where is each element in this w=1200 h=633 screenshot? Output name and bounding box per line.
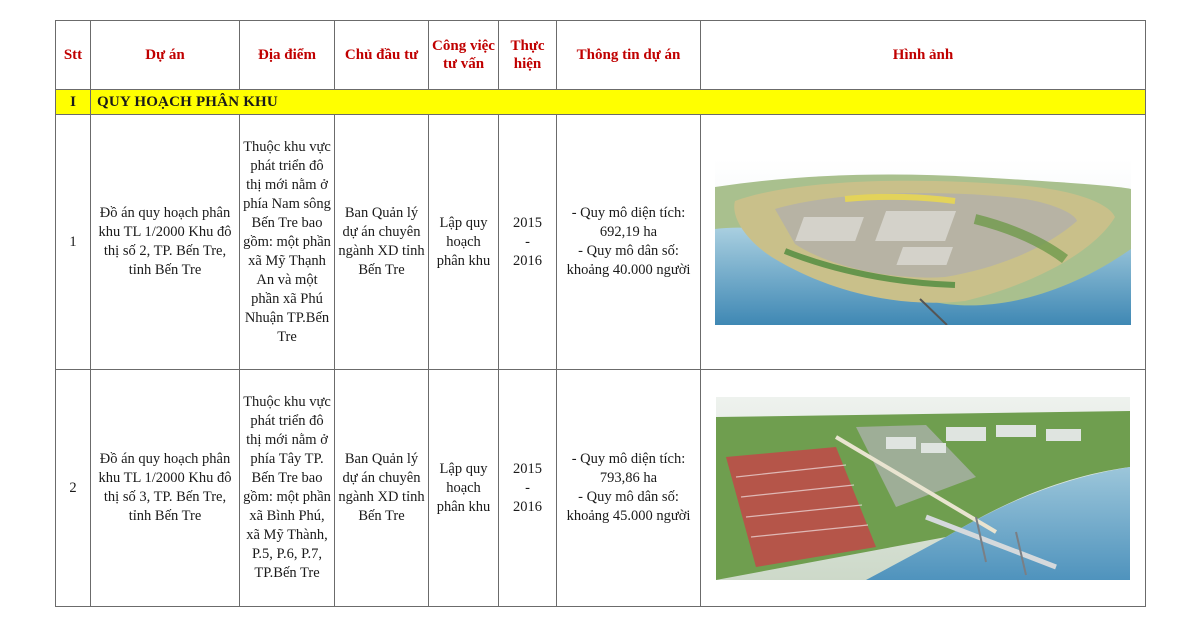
header-stt: Stt xyxy=(56,21,91,90)
year-start: 2015 xyxy=(513,460,542,477)
year-sep: - xyxy=(525,233,530,250)
header-thong-tin: Thông tin dự án xyxy=(557,21,701,90)
header-dia-diem: Địa điểm xyxy=(240,21,335,90)
cell-thuc-hien xyxy=(499,370,557,607)
cell-stt: 1 xyxy=(56,115,91,370)
cell-cong-viec: Lập quy hoạch phân khu xyxy=(429,370,499,607)
table-row xyxy=(56,115,1146,370)
table-row xyxy=(56,370,1146,607)
section-title: QUY HOẠCH PHÂN KHU xyxy=(91,90,1146,115)
year-sep: - xyxy=(525,479,530,496)
info-area: - Quy mô diện tích: 793,86 ha xyxy=(571,451,686,486)
cell-du-an: Đồ án quy hoạch phân khu TL 1/2000 Khu đô thị số 3, TP. Bến Tre, tỉnh Bến Tre xyxy=(91,370,240,607)
cell-cong-viec: Lập quy hoạch phân khu xyxy=(429,115,499,370)
header-du-an: Dự án xyxy=(91,21,240,90)
cell-chu-dau-tu: Ban Quản lý dự án chuyên ngành XD tỉnh Bến Tre xyxy=(335,370,429,607)
aerial-masterplan-render-1 xyxy=(715,159,1131,325)
info-population: - Quy mô dân số: khoảng 40.000 người xyxy=(566,243,691,278)
cell-hinh-anh xyxy=(701,370,1146,607)
header-hinh-anh: Hình ảnh xyxy=(701,21,1146,90)
cell-thong-tin xyxy=(557,115,701,370)
header-row xyxy=(56,21,1146,90)
year-end: 2016 xyxy=(513,252,542,269)
cell-dia-diem: Thuộc khu vực phát triển đô thị mới nằm ở phía Tây TP. Bến Tre bao gồm: một phần xã Bình Phú, xã Mỹ Thành, P.5, P.6, P.7, TP.Bến Tre xyxy=(240,370,335,607)
cell-thong-tin xyxy=(557,370,701,607)
cell-thuc-hien xyxy=(499,115,557,370)
cell-chu-dau-tu: Ban Quản lý dự án chuyên ngành XD tỉnh Bến Tre xyxy=(335,115,429,370)
year-end: 2016 xyxy=(513,498,542,515)
cell-hinh-anh xyxy=(701,115,1146,370)
section-row xyxy=(56,90,1146,115)
cell-du-an: Đồ án quy hoạch phân khu TL 1/2000 Khu đô thị số 2, TP. Bến Tre, tỉnh Bến Tre xyxy=(91,115,240,370)
aerial-masterplan-render-2 xyxy=(716,397,1130,580)
year-start: 2015 xyxy=(513,214,542,231)
header-chu-dau-tu: Chủ đầu tư xyxy=(335,21,429,90)
section-number: I xyxy=(56,90,91,115)
header-thuc-hien: Thực hiện xyxy=(499,21,557,90)
cell-dia-diem: Thuộc khu vực phát triển đô thị mới nằm ở phía Nam sông Bến Tre bao gồm: một phần xã Mỹ Thạnh An và một phần xã Phú Nhuận TP.Bến Tre xyxy=(240,115,335,370)
info-area: - Quy mô diện tích: 692,19 ha xyxy=(571,205,686,240)
header-cong-viec: Công việc tư vấn xyxy=(429,21,499,90)
cell-stt: 2 xyxy=(56,370,91,607)
info-population: - Quy mô dân số: khoảng 45.000 người xyxy=(566,489,691,524)
projects-table xyxy=(55,20,1146,607)
